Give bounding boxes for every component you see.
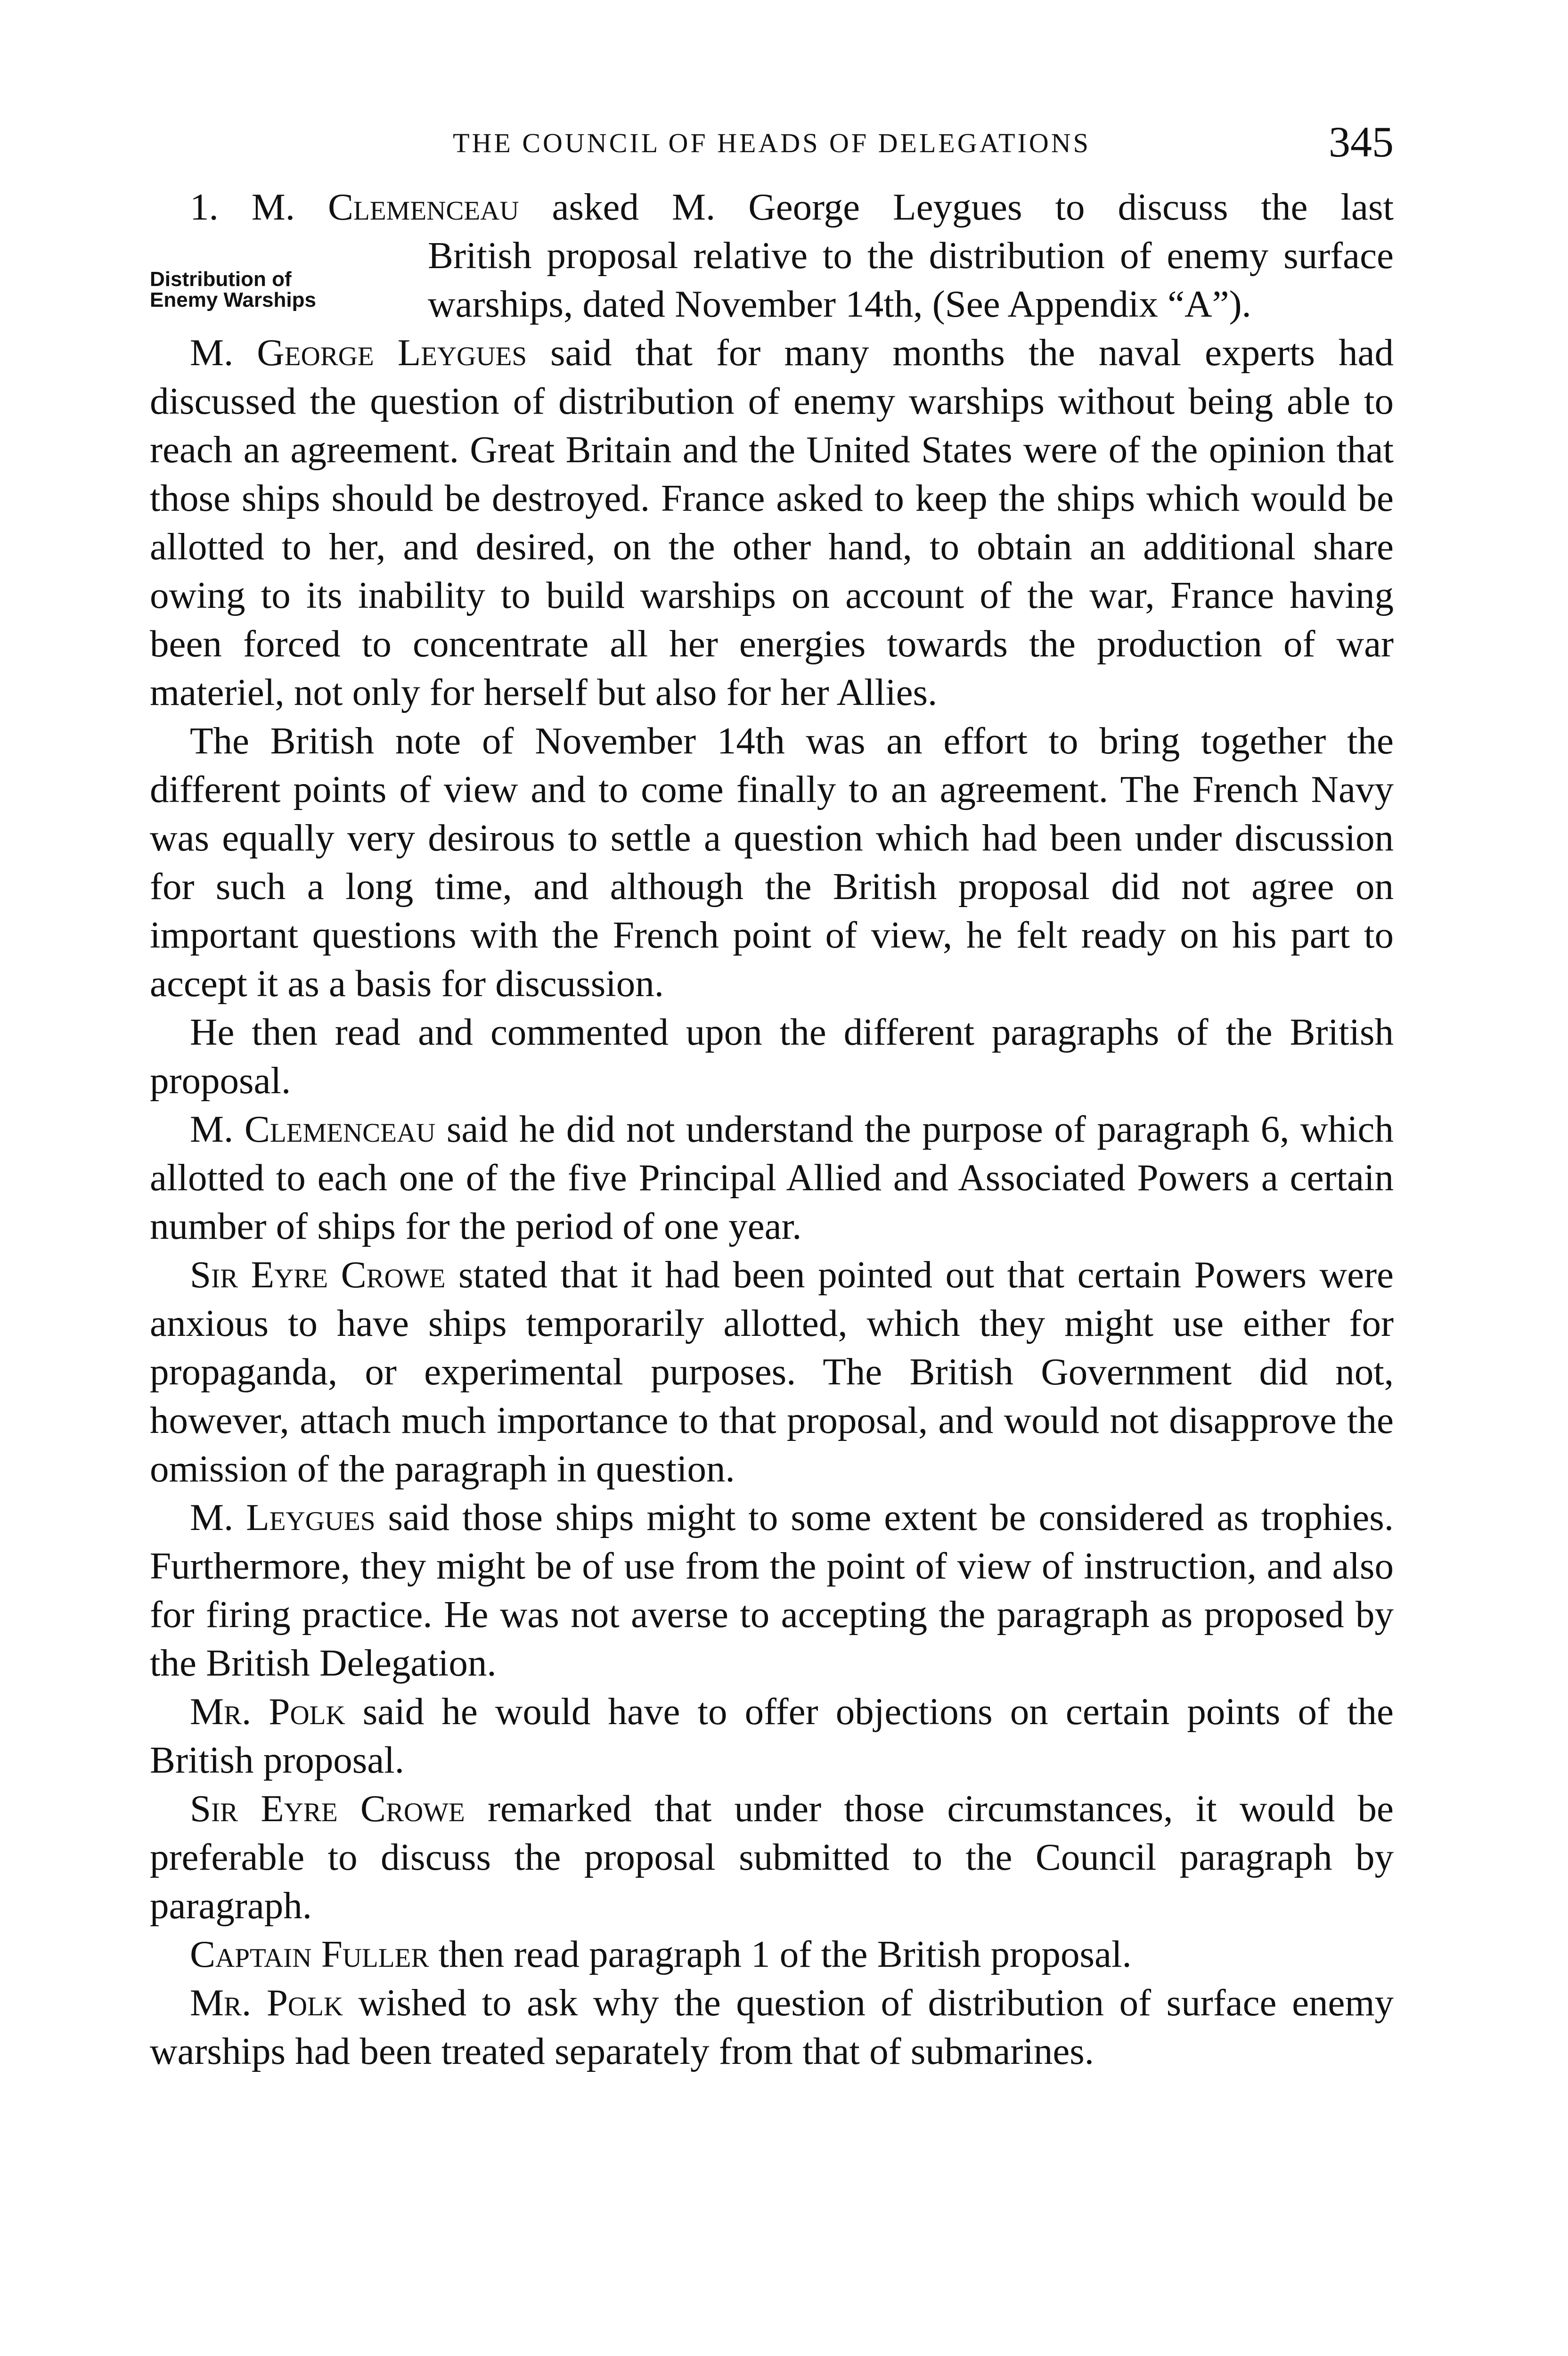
- paragraph-11-text: wished to ask why the question of distribution of surface enemy warships had been treated separately from that of submarines.: [150, 1981, 1394, 2072]
- sidenote-line-2: Enemy Warships: [150, 288, 316, 311]
- speaker-name: Mr. Polk: [190, 1690, 345, 1733]
- paragraph-4: [150, 1008, 1394, 1105]
- paragraph-6-text: stated that it had been pointed out that certain Powers were anxious to have ships temporarily allotted, which they might use either for propaganda, or experimental purposes. The British Government did not, however, attach much importance to that proposal, and would not disapprove the omission of the paragraph in question.: [150, 1253, 1394, 1490]
- sidenote-text: [150, 269, 316, 311]
- speaker-name: Captain Fuller: [190, 1933, 429, 1975]
- paragraph-3-text: The British note of November 14th was an effort to bring together the different points of view and to come finally to an agreement. The French Navy was equally very desirous to settle a question which had been under discussion for such a long time, and although the British proposal did not agree on important questions with the French point of view, he felt ready on his part to accept it as a basis for discussion.: [150, 720, 1394, 1005]
- paragraph-2: [150, 328, 1394, 717]
- paragraph-1-first-line: [150, 183, 1394, 231]
- speaker-name: Mr. Polk: [190, 1981, 343, 2024]
- item-number: 1.: [190, 186, 219, 228]
- speaker-name: M. George Leygues: [190, 331, 527, 374]
- paragraph-8: [150, 1687, 1394, 1784]
- paragraph-1-text: British proposal relative to the distribution of enemy surface warships, dated November 14th, (See Appendix “A”).: [428, 234, 1394, 325]
- paragraph-9: [150, 1784, 1394, 1930]
- page-number: 345: [1329, 118, 1394, 166]
- document-page: [150, 113, 1394, 2076]
- paragraph-10-text: then read paragraph 1 of the British proposal.: [438, 1933, 1132, 1975]
- paragraph-9-text: remarked that under those circumstances, it would be preferable to discuss the proposal submitted to the Council paragraph by paragraph.: [150, 1787, 1394, 1927]
- paragraph-5: [150, 1105, 1394, 1251]
- paragraph-8-text: said he would have to offer objections on certain points of the British proposal.: [150, 1690, 1394, 1781]
- paragraph-7-text: said those ships might to some extent be considered as trophies. Furthermore, they might be of use from the point of view of instruction, and also for firing practice. He was not averse to accepting the paragraph as proposed by the British Delegation.: [150, 1496, 1394, 1684]
- sidenote-line-1: Distribution of: [150, 268, 292, 291]
- sidenote-wrap-area: [150, 231, 1394, 717]
- paragraph-11: [150, 1979, 1394, 2076]
- paragraph-2-text: said that for many months the naval experts had discussed the question of distribution of enemy warships without being able to reach an agreement. Great Britain and the United States were of the opinion that those ships should be destroyed. France asked to keep the ships which would be allotted to her, and desired, on the other hand, to obtain an additional share owing to its inability to build warships on account of the war, France having been forced to concentrate all her energies towards the production of war materiel, not only for herself but also for her Allies.: [150, 331, 1394, 713]
- margin-sidenote: [150, 231, 428, 328]
- body-text: [150, 183, 1394, 2076]
- paragraph-1-line-1: asked M. George Leygues to discuss the last: [552, 186, 1394, 228]
- speaker-name: M. Clemenceau: [251, 186, 519, 228]
- paragraph-3: [150, 717, 1394, 1008]
- paragraph-6: [150, 1251, 1394, 1493]
- speaker-name: M. Clemenceau: [190, 1108, 436, 1150]
- running-head-title: THE COUNCIL OF HEADS OF DELEGATIONS: [453, 128, 1091, 158]
- speaker-name: Sir Eyre Crowe: [190, 1787, 465, 1830]
- running-head: [150, 113, 1394, 165]
- paragraph-7: [150, 1493, 1394, 1687]
- speaker-name: Sir Eyre Crowe: [190, 1253, 446, 1296]
- paragraph-1: [150, 183, 1394, 231]
- paragraph-5-text: said he did not understand the purpose of paragraph 6, which allotted to each one of the five Principal Allied and Associated Powers a certain number of ships for the period of one year.: [150, 1108, 1394, 1247]
- speaker-name: M. Leygues: [190, 1496, 376, 1538]
- paragraph-10: [150, 1930, 1394, 1979]
- paragraph-4-text: He then read and commented upon the different paragraphs of the British proposal.: [150, 1011, 1394, 1102]
